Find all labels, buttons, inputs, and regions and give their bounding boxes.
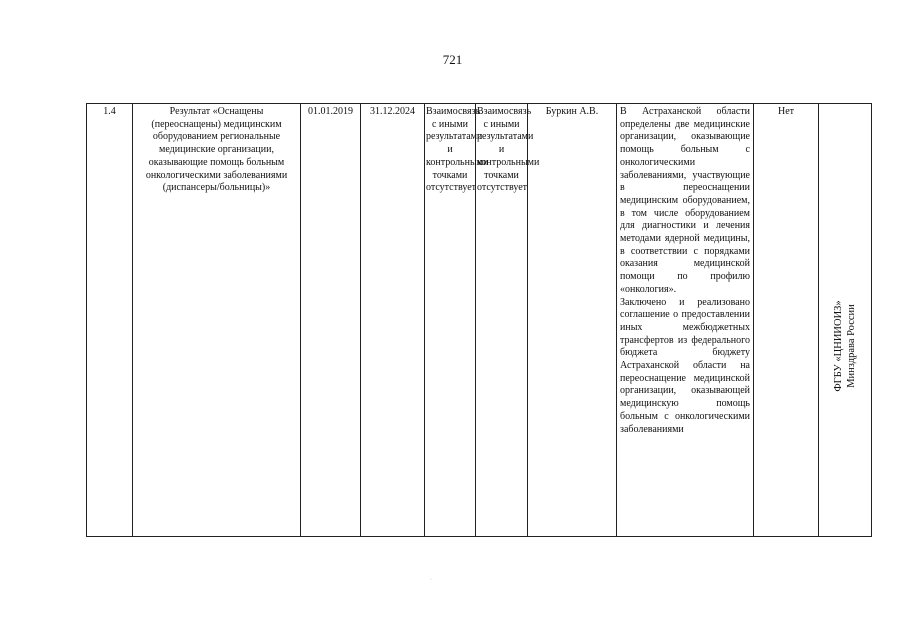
organization-line-1: ФГБУ «ЦНИИОИЗ» [833,300,844,392]
conclusion-paragraph-2: Заключено и реализовано соглашение о предоставлении иных межбюджетных трансфертов из федерального бюджета бюджету Астраханской области на переоснащение медицинской организации, оказывающей медицинскую помощь больным с онкологическими заболеваниями [620,296,750,435]
row-number-cell: 1.4 [87,104,133,537]
scan-speck: · [430,577,432,583]
responsible-cell: Буркин А.В. [528,104,617,537]
conclusion-cell [617,104,754,537]
end-date-cell: 31.12.2024 [361,104,425,537]
organization-cell [819,104,872,537]
result-cell: Результат «Оснащены (переоснащены) медицинским оборудованием региональные медицинские организации, оказывающие помощь больным онкологическими заболеваниями (диспансеры/больницы)» [133,104,301,537]
link-cell-1: Взаимосвязь с иными результатами и контрольными точками отсутствует [425,104,476,537]
status-cell: Нет [754,104,819,537]
start-date-cell: 01.01.2019 [301,104,361,537]
conclusion-paragraph-1: В Астраханской области определены две медицинские организации, оказывающие помощь больным с онкологическими заболеваниями, участвующие в переоснащении медицинским оборудованием, в том числе оборудованием для диагностики и лечения методами ядерной медицины, в соответствии с порядками оказания медицинской помощи по профилю «онкология». [620,106,750,295]
organization-vertical-text [832,300,858,391]
table-row [87,104,872,537]
organization-line-2: Минздрава России [846,304,857,388]
results-table [86,103,872,537]
page-number: 721 [442,52,463,67]
link-cell-2: Взаимосвязь с иными результатами и контрольными точками отсутствует [476,104,528,537]
